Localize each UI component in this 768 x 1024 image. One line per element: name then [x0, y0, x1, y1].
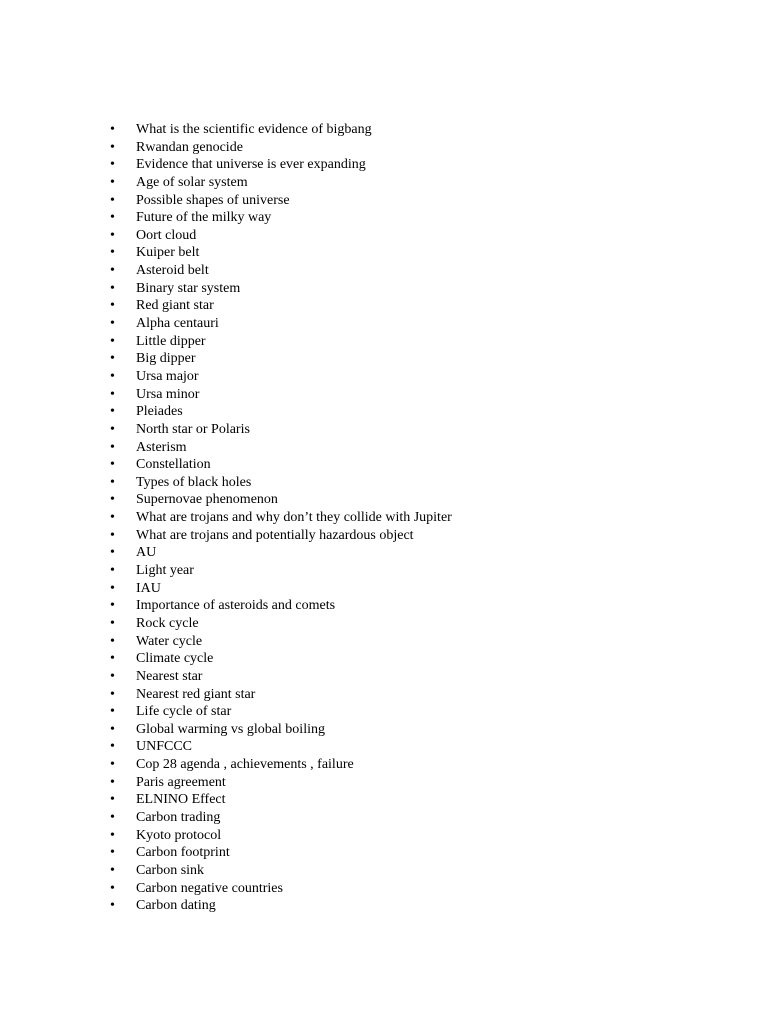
list-item-text: Carbon trading: [136, 809, 221, 825]
list-item-text: Importance of asteroids and comets: [136, 598, 336, 614]
bullet-icon: •: [110, 633, 115, 649]
list-item-text: Kyoto protocol: [136, 827, 222, 843]
bullet-icon: •: [110, 545, 115, 561]
bullet-icon: •: [110, 368, 115, 384]
list-item-text: Future of the milky way: [136, 210, 272, 226]
list-item-text: AU: [136, 545, 157, 561]
bullet-icon: •: [110, 474, 115, 490]
bullet-icon: •: [110, 792, 115, 808]
bullet-icon: •: [110, 298, 115, 314]
list-item-text: Types of black holes: [136, 474, 252, 490]
list-item-text: Carbon dating: [136, 898, 216, 914]
bullet-icon: •: [110, 845, 115, 861]
bullet-icon: •: [110, 139, 115, 155]
list-item-text: What are trojans and why don’t they collide with Jupiter: [136, 510, 452, 526]
bullet-icon: •: [110, 880, 115, 896]
bullet-icon: •: [110, 333, 115, 349]
list-item-text: Ursa major: [136, 368, 199, 384]
bullet-icon: •: [110, 510, 115, 526]
bullet-icon: •: [110, 615, 115, 631]
bullet-icon: •: [110, 668, 115, 684]
list-item-text: Global warming vs global boiling: [136, 721, 325, 737]
list-item-text: Alpha centauri: [136, 316, 219, 332]
list-item-text: Carbon sink: [136, 862, 205, 878]
list-item-text: Nearest red giant star: [136, 686, 256, 702]
bullet-icon: •: [110, 809, 115, 825]
list-item-text: UNFCCC: [136, 739, 193, 755]
list-item-text: Constellation: [136, 457, 211, 473]
list-item-text: Paris agreement: [136, 774, 226, 790]
list-item-text: What is the scientific evidence of bigbang: [136, 122, 372, 137]
bullet-icon: •: [110, 157, 115, 173]
list-item-text: Evidence that universe is ever expanding: [136, 157, 366, 173]
bullet-icon: •: [110, 862, 115, 878]
list-item-text: Cop 28 agenda , achievements , failure: [136, 757, 354, 773]
bullet-icon: •: [110, 351, 115, 367]
bullet-icon: •: [110, 492, 115, 508]
list-item-text: Supernovae phenomenon: [136, 492, 278, 508]
list-item-text: Carbon negative countries: [136, 880, 283, 896]
list-item-text: Possible shapes of universe: [136, 192, 290, 208]
bullet-icon: •: [110, 404, 115, 420]
bullet-icon: •: [110, 122, 115, 137]
list-item-text: Age of solar system: [136, 174, 248, 190]
list-item-text: Binary star system: [136, 280, 241, 296]
bullet-icon: •: [110, 827, 115, 843]
list-item-text: Oort cloud: [136, 227, 197, 243]
list-item-text: Light year: [136, 563, 194, 579]
bullet-icon: •: [110, 757, 115, 773]
bullet-icon: •: [110, 563, 115, 579]
bullet-icon: •: [110, 457, 115, 473]
list-item-text: Rock cycle: [136, 615, 199, 631]
bullet-icon: •: [110, 686, 115, 702]
list-item-text: Asteroid belt: [136, 263, 209, 279]
list-item-text: Ursa minor: [136, 386, 200, 402]
bullet-icon: •: [110, 210, 115, 226]
bullet-icon: •: [110, 245, 115, 261]
list-item-text: IAU: [136, 580, 161, 596]
bullet-icon: •: [110, 227, 115, 243]
bullet-icon: •: [110, 280, 115, 296]
list-item-text: Carbon footprint: [136, 845, 230, 861]
list-item-text: Kuiper belt: [136, 245, 200, 261]
bullet-icon: •: [110, 598, 115, 614]
list-item-text: Little dipper: [136, 333, 206, 349]
bullet-icon: •: [110, 739, 115, 755]
list-item-text: What are trojans and potentially hazardous object: [136, 527, 414, 543]
list-item-text: Rwandan genocide: [136, 139, 243, 155]
bullet-icon: •: [110, 580, 115, 596]
bullet-icon: •: [110, 527, 115, 543]
list-item-text: Life cycle of star: [136, 704, 232, 720]
list-item-text: Nearest star: [136, 668, 203, 684]
bullet-icon: •: [110, 263, 115, 279]
bullet-icon: •: [110, 421, 115, 437]
bullet-icon: •: [110, 316, 115, 332]
bullet-icon: •: [110, 898, 115, 914]
bullet-icon: •: [110, 386, 115, 402]
list-item-text: Climate cycle: [136, 651, 214, 667]
bullet-icon: •: [110, 651, 115, 667]
list-item-text: North star or Polaris: [136, 421, 250, 437]
bullet-icon: •: [110, 174, 115, 190]
list-item-text: Pleiades: [136, 404, 183, 420]
bullet-icon: •: [110, 721, 115, 737]
list-item-text: ELNINO Effect: [136, 792, 226, 808]
bullet-icon: •: [110, 704, 115, 720]
list-item-text: Big dipper: [136, 351, 196, 367]
list-item-text: Water cycle: [136, 633, 203, 649]
bullet-icon: •: [110, 774, 115, 790]
list-item-text: Asterism: [136, 439, 187, 455]
bullet-icon: •: [110, 192, 115, 208]
list-item-text: Red giant star: [136, 298, 214, 314]
bullet-icon: •: [110, 439, 115, 455]
